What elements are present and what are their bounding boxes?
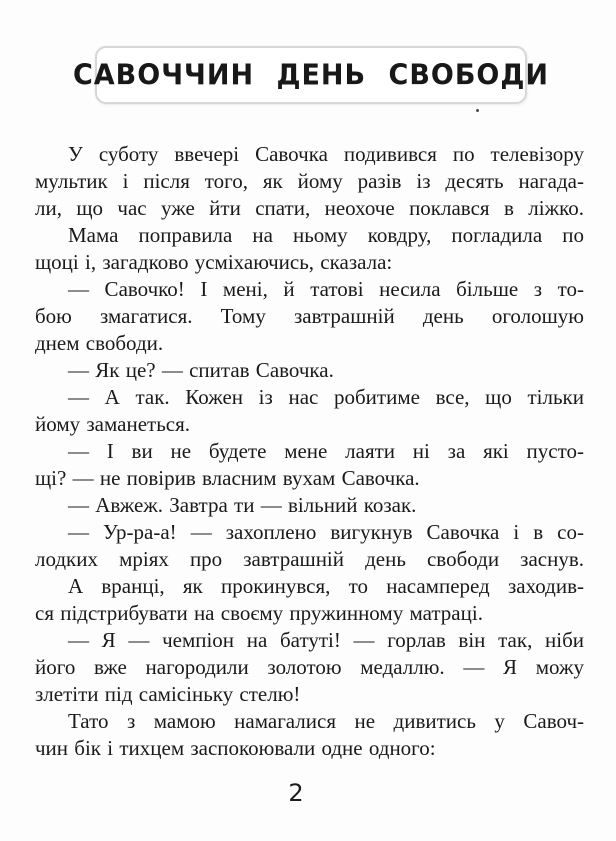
text-line: — Савочко! І мені, й татові несила більше з то- xyxy=(68,277,584,301)
text-line: бою змагатися. Тому завтрашній день оголошую xyxy=(35,304,584,328)
text-line: — Як це? — спитав Савочка. xyxy=(68,358,334,382)
text-line: ся підстрибувати на своєму пружинному матраці. xyxy=(35,601,483,625)
text-line: Мама поправила на ньому ковдру, погладила по xyxy=(68,223,584,247)
text-line: злетіти під самісіньку стелю! xyxy=(35,682,301,706)
text-line: Тато з мамою намагалися не дивитись у Савоч- xyxy=(68,709,584,733)
text-line: — А так. Кожен із нас робитиме все, що тільки xyxy=(68,385,584,409)
text-line: днем свободи. xyxy=(35,331,164,355)
page-number: 2 xyxy=(288,779,304,807)
text-line: — Ур-ра-а! — захоплено вигукнув Савочка і в со- xyxy=(68,520,584,544)
text-line: йому заманеться. xyxy=(35,412,191,436)
chapter-title-box xyxy=(72,46,550,104)
text-line: щоці і, загадково усміхаючись, сказала: xyxy=(35,250,393,274)
text-line: У суботу ввечері Савочка подивився по телевізору xyxy=(68,142,584,166)
text-line: А вранці, як прокинувся, то насамперед заходив- xyxy=(68,574,584,598)
text-line: — Я — чемпіон на батуті! — горлав він так, ніби xyxy=(68,628,584,652)
text-line: його вже нагородили золотою медаллю. — Я можу xyxy=(35,655,584,679)
ink-dot xyxy=(476,109,479,112)
text-line: лодких мріях про завтрашній день свободи заснув. xyxy=(35,547,584,571)
text-line: щі? — не повірив власним вухам Савочка. xyxy=(35,466,420,490)
text-line: ли, що час уже йти спати, неохоче поклався в ліжко. xyxy=(35,196,584,220)
chapter-title: САВОЧЧИН ДЕНЬ СВОБОДИ xyxy=(72,58,550,92)
text-line: чин бік і тихцем заспокоювали одне одного: xyxy=(35,736,436,760)
text-line: мультик і після того, як йому разів із десять нагада- xyxy=(35,169,584,193)
text-line: — І ви не будете мене лаяти ні за які пусто- xyxy=(68,439,584,463)
story-text xyxy=(35,141,584,762)
text-line: — Авжеж. Завтра ти — вільний козак. xyxy=(68,493,417,517)
